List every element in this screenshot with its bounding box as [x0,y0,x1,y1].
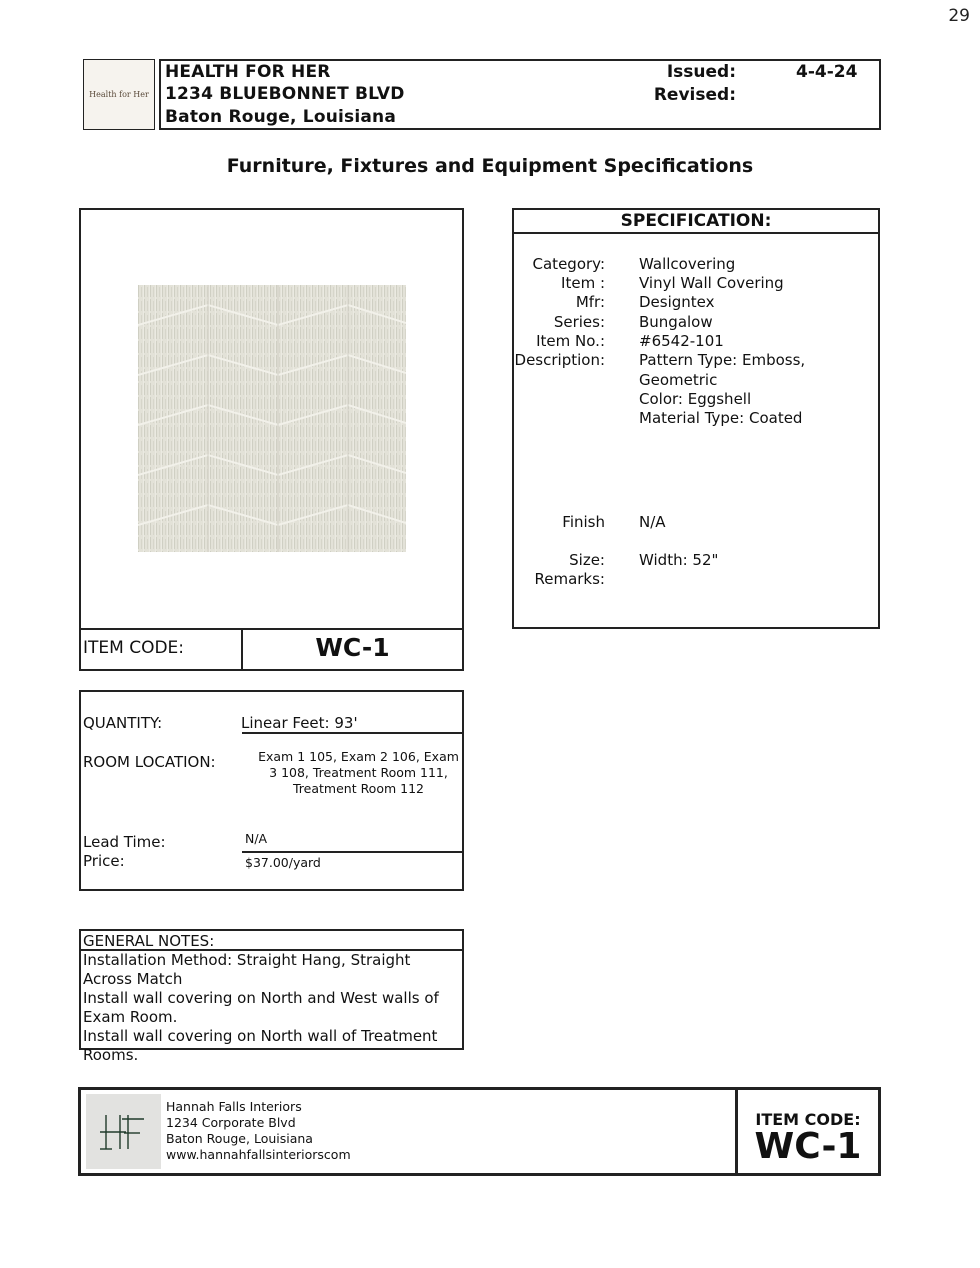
specification-title: SPECIFICATION: [514,210,878,234]
spec-label-series: Series: [553,313,605,331]
firm-website: www.hannahfallsinteriorscom [166,1147,351,1162]
project-city: Baton Rouge, Louisiana [165,107,397,127]
revised-label: Revised: [653,85,736,105]
spec-value-category: Wallcovering [639,255,736,273]
quantity-label: QUANTITY: [83,714,163,732]
spec-value-description-line: Material Type: Coated [639,409,803,427]
spec-label-category: Category: [532,255,605,273]
issued-label: Issued: [666,62,736,82]
lead-time-label: Lead Time: [83,833,166,851]
note-line: Installation Method: Straight Hang, Straight Across Match [83,951,411,988]
project-header [159,59,881,130]
general-notes-panel [79,929,464,1064]
quantity-value: Linear Feet: 93' [241,714,358,732]
item-code-label: ITEM CODE: [83,638,185,658]
spec-value-description-line: Geometric [639,371,718,389]
spec-value-item-no: #6542-101 [639,332,724,350]
item-code-row [81,628,462,669]
spec-value-finish: N/A [639,513,666,531]
spec-value-series: Bungalow [639,313,713,331]
firm-name: Hannah Falls Interiors [166,1099,302,1114]
spec-label-size: Size: [569,551,605,569]
spec-value-size: Width: 52" [639,551,719,569]
document-title: Furniture, Fixtures and Equipment Specifications [226,155,754,177]
specification-panel [512,208,880,629]
general-notes-body [83,951,461,1065]
spec-label-item-no: Item No.: [536,332,605,350]
spec-label-finish: Finish [562,513,605,531]
lead-time-value: N/A [245,831,268,846]
client-logo [83,59,155,130]
item-code-value: WC-1 [315,633,390,662]
room-location-value: Exam 1 105, Exam 2 106, Exam 3 108, Treatment Room 111, Treatment Room 112 [258,749,459,796]
project-name: HEALTH FOR HER [165,62,331,82]
divider [242,732,464,734]
page-number: 29 [948,6,970,26]
product-image-panel [79,208,464,671]
hf-monogram-icon [94,1107,154,1157]
spec-label-item: Item : [561,274,605,292]
spec-label-mfr: Mfr: [575,293,605,311]
note-line: Install wall covering on North wall of Treatment Rooms. [83,1027,438,1064]
price-label: Price: [83,852,125,870]
room-location-label: ROOM LOCATION: [83,753,216,771]
client-logo-text: Health for Her [89,90,149,99]
spec-value-description: Pattern Type: Emboss, [639,351,806,369]
note-line: Install wall covering on North and West walls of Exam Room. [83,989,439,1026]
firm-address: 1234 Corporate Blvd [166,1115,296,1130]
spec-label-remarks: Remarks: [534,570,605,588]
designer-logo [86,1094,161,1169]
spec-value-description-line: Color: Eggshell [639,390,752,408]
project-address: 1234 BLUEBONNET BLVD [165,84,405,104]
price-value: $37.00/yard [245,855,321,870]
general-notes-title: GENERAL NOTES: [81,931,462,951]
designer-info [166,1099,351,1163]
designer-footer [78,1087,881,1176]
footer-item-code-label: ITEM CODE: [755,1110,861,1129]
order-details-panel [79,690,464,891]
wallcovering-swatch-image [138,285,406,552]
issued-date: 4-4-24 [796,62,858,82]
firm-city: Baton Rouge, Louisiana [166,1131,313,1146]
footer-item-code-value: WC-1 [754,1126,862,1167]
spec-label-description: Description: [514,351,605,369]
spec-value-item: Vinyl Wall Covering [639,274,784,292]
spec-value-mfr: Designtex [639,293,715,311]
divider [242,851,464,853]
